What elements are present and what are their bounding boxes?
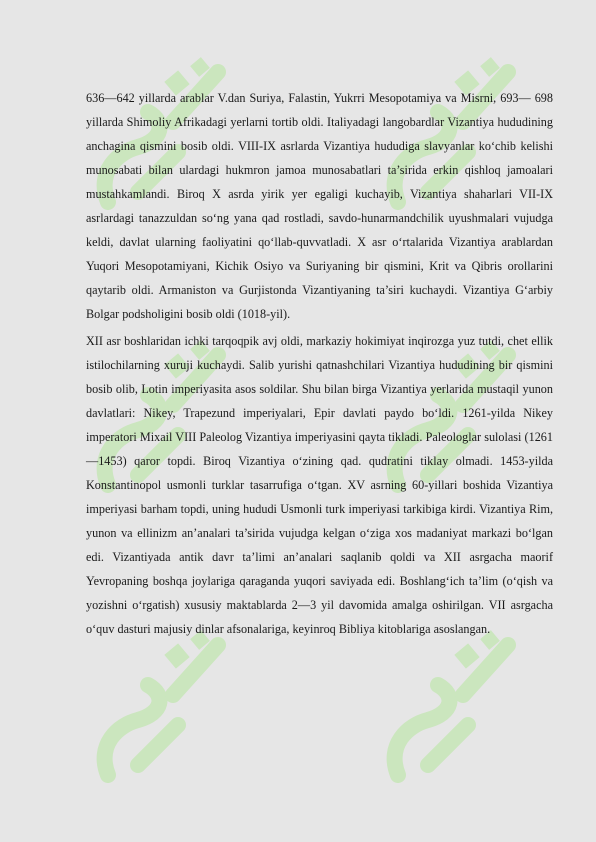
document-body	[86, 86, 553, 641]
watermark-logo-icon	[78, 625, 238, 795]
paragraph: XII asr boshlaridan ichki tarqoqpik avj oldi, markaziy hokimiyat inqirozga yuz tutdi, chet ellik istilochilarning xuruji kuchaydi. Salib yurishi qatnashchilari Vizantiya hududining bir qismini bosib olib, Lotin imperiyasita asos soldilar. Shu bilan birga Vizantiya yerlarida mustaqil yunon davlatlari: Nikey, Trapezund imperiyalari, Epir davlati paydo bo‘ldi. 1261-yilda Nikey imperatori Mixail VIII Paleolog Vizantiya imperiyasini qayta tikladi. Paleologlar sulolasi (1261—1453) qaror topdi. Biroq Vizantiya o‘zining qad. qudratini tiklay olmadi. 1453-yilda Konstantinopol usmonli turklar tasarrufiga o‘tgan. XV asrning 60-yillari boshida Vizantiya imperiyasi barham topdi, uning hududi Usmonli turk imperiyasi tarkibiga kirdi. Vizantiya Rim, yunon va ellinizm an’analari ta’sirida vujudga kelgan o‘ziga xos madaniyat markazi bo‘lgan edi. Vizantiyada antik davr ta’limi an’analari saqlanib qoldi va XII asrgacha maorif Yevropaning boshqa joylariga qaraganda yuqori saviyada edi. Boshlang‘ich ta’lim (o‘qish va yozishni o‘rgatish) xususiy maktablarda 2—3 yil davomida amalga oshirilgan. VII asrgacha o‘quv dasturi majusiy dinlar afsonalariga, keyinroq Bibliya kitoblariga asoslangan.	[86, 334, 553, 636]
paragraph: 636—642 yillarda arablar V.dan Suriya, Falastin, Yukrri Mesopotamiya va Misrni, 693— 698 yillarda Shimoliy Afrikadagi yerlarni tortib oldi. Italiyadagi langobardlar Vizantiya hududining anchagina qismini bosib oldi. VIII-IX asrlarda Vizantiya hududiga slavyanlar ko‘chib kelishi munosabati bilan ulardagi hukmron jamoa munosabatlari ta’sirida erkin qishloq jamoalari mustahkamlandi. Biroq X asrda yirik yer egaligi kuchayib, Vizantiya shaharlari VII-IX asrlardagi tanazzuldan so‘ng yana qad rostladi, savdo-hunarmandchilik uyushmalari vujudga keldi, davlat ularning faoliyatini qo‘llab-quvvatladi. X asr o‘rtalarida Vizantiya arablardan Yuqori Mesopotamiyani, Kichik Osiyo va Suriyaning bir qismini, Krit va Qibris orollarini qaytarib oldi. Armaniston va Gurjistonda Vizantiyaning ta’siri kuchaydi. Vizantiya G‘arbiy Bolgar podsholigini bosib oldi (1018-yil).	[86, 91, 553, 321]
watermark-logo-icon	[368, 625, 528, 795]
